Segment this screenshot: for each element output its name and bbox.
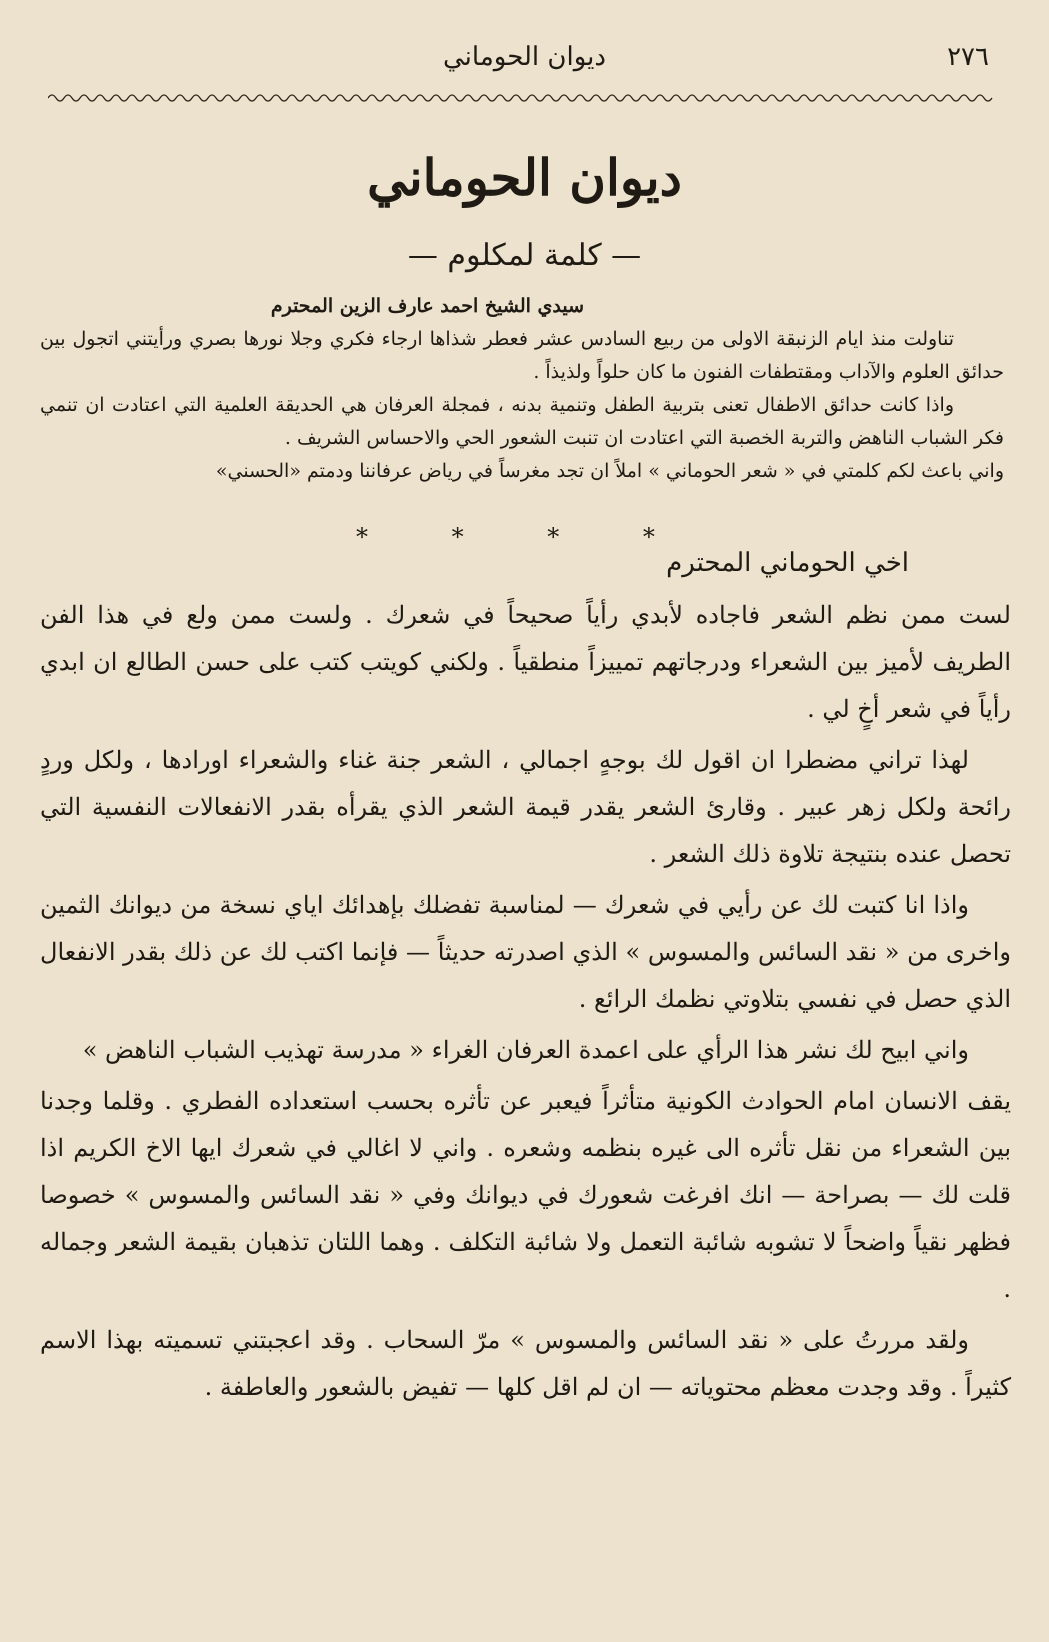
running-head	[60, 42, 989, 82]
body-paragraph: واني ابيح لك نشر هذا الرأي على اعمدة العرفان الغراء « مدرسة تهذيب الشباب الناهض »	[82, 1036, 969, 1064]
intro-paragraph: واذا كانت حدائق الاطفال تعنى بتربية الطفل وتنمية بدنه ، فمجلة العرفان هي الحديقة العلمية التي اعتادت ان تنمي فكر الشباب الناهض والتربة الخصبة التي اعتادت ان تنبت الشعور الحي والاحساس الشريف .	[40, 394, 1004, 449]
body-paragraph: واذا انا كتبت لك عن رأيي في شعرك — لمناسبة تفضلك بإهدائك اياي نسخة من ديوانك الثمين واخرى من « نقد السائس والمسوس » الذي اصدرته حديثاً — فإنما اكتب لك عن ذلك بقدر الانفعال الذي حصل في نفسي بتلاوتي نظمك الرائع .	[40, 891, 1011, 1013]
letter-body	[40, 592, 1011, 1415]
body-paragraph: يقف الانسان امام الحوادث الكونية متأثراً فيعبر عن تأثره بحسب استعداده الفطري . وقلما وجدنا بين الشعراء من نقل تأثره الى غيره بنظمه وشعره . واني لا اغالي في شعرك ايها الاخ الكريم اذا قلت لك — بصراحة — انك افرغت شعورك في ديوانك وفي « نقد السائس والمسوس » خصوصا فظهر نقياً واضحاً لا تشوبه شائبة التعمل ولا شائبة التكلف . وهما اللتان تذهبان بقيمة الشعر وجماله .	[40, 1087, 1011, 1303]
wavy-divider-rule	[48, 92, 996, 104]
intro-salutation: سيدي الشيخ احمد عارف الزين المحترم	[270, 295, 584, 317]
intro-paragraph: واني باعث لكم كلمتي في « شعر الحوماني » املاً ان تجد مغرساً في رياض عرفاننا ودمتم «الحسني»	[215, 460, 1004, 482]
asterisk-separator: * * * *	[356, 523, 693, 551]
letter-greeting: اخي الحوماني المحترم	[666, 548, 909, 578]
intro-letter	[40, 290, 1004, 488]
body-paragraph: لست ممن نظم الشعر فاجاده لأبدي رأياً صحيحاً في شعرك . ولست ممن ولع في هذا الفن الطريف لأميز بين الشعراء ودرجاتهم تمييزاً منطقياً . ولكني كويتب كتب على حسن الطالع ان ابدي رأياً في شعر أخٍ لي .	[40, 601, 1011, 723]
body-paragraph: لهذا تراني مضطرا ان اقول لك بوجهٍ اجمالي ، الشعر جنة غناء والشعراء اورادها ، ولكل وردٍ رائحة ولكل زهر عبير . وقارئ الشعر يقدر قيمة الشعر الذي يقرأه بقدر الانفعالات النفسية التي تحصل عنده بنتيجة تلاوة ذلك الشعر .	[40, 746, 1011, 868]
page-number: ٢٧٦	[947, 42, 989, 72]
body-paragraph: ولقد مررتُ على « نقد السائس والمسوس » مرّ السحاب . وقد اعجبتني تسميته بهذا الاسم كثيراً . وقد وجدت معظم محتوياته — ان لم اقل كلها — تفيض بالشعور والعاطفة .	[40, 1326, 1011, 1401]
intro-paragraph: تناولت منذ ايام الزنبقة الاولى من ربيع السادس عشر فعطر شذاها ارجاء فكري وجلا نورها بصري ورأيتني اتجول بين حدائق العلوم والآداب ومقتطفات الفنون ما كان حلواً ولذيذاً .	[40, 328, 1004, 383]
article-subtitle: — كلمة لمكلوم —	[407, 238, 642, 273]
article-title: ديوان الحوماني	[367, 148, 682, 207]
running-title: ديوان الحوماني	[443, 42, 606, 72]
